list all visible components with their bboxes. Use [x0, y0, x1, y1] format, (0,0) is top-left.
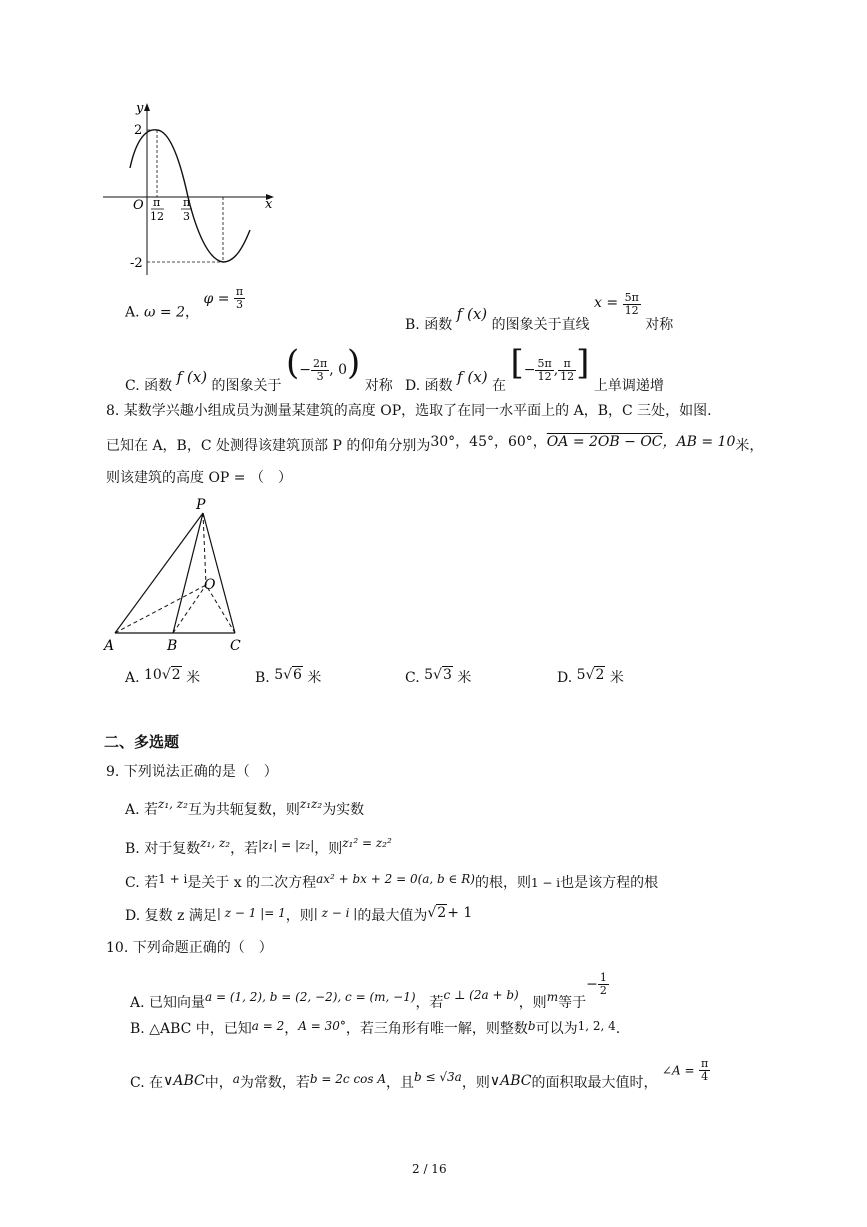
fig-label-a: A [104, 638, 115, 654]
fig-label-o: O [204, 577, 216, 593]
fig-label-c: C [230, 638, 241, 654]
q7-option-a: A. ω = 2， φ = $\frac{\pi}{3}$ [125, 285, 244, 321]
q8-line2: 已知在 A，B，C 处测得该建筑顶部 P 的仰角分别为30°，45°，60°，OA = 2OB − OC，AB = 10米， [106, 434, 764, 454]
page-number: 2 / 16 [412, 1162, 447, 1176]
fig-label-p: P [196, 497, 206, 513]
q8-line1: 8. 某数学兴趣小组成员为测量某建筑的高度 OP，选取了在同一水平面上的 A，B，C 三处，如图. [106, 403, 712, 419]
q10-option-a: A. 已知向量a = (1, 2), b = (2, −2), c = (m, −1)，若c ⊥ (2a + b)，则m等于− $\frac{1}{2}$ [130, 971, 607, 1011]
q10-stem: 10. 下列命题正确的（ ） [106, 940, 273, 956]
graph-y-max-label: 2 [134, 123, 143, 138]
q8-figure [100, 495, 260, 655]
q8-option-a: A. 10√2 米 [125, 667, 201, 686]
graph-tick2-den: 3 [183, 210, 190, 223]
section-heading: 二、多选题 [104, 733, 180, 751]
q9-option-a: A. 若z₁, z₂互为共轭复数，则z₁z₂为实数 [125, 797, 365, 818]
graph-tick2-num: π [183, 196, 191, 209]
sine-graph [100, 100, 280, 280]
q7-option-d: D. 函数 f (x) 在 [− $\frac{5\pi}{12}$ , $\frac{\pi}{12}$ ] 上单调递增 [405, 343, 664, 394]
q9-option-c: C. 若1 + i是关于 x 的二次方程ax² + bx + 2 = 0(a, b ∈ R)的根，则1 − i也是该方程的根 [125, 872, 659, 891]
q8-option-d: D. 5√2 米 [557, 667, 624, 686]
q10-option-c: C. 在∨ABC中，a为常数，若b = 2c cos A，且b ≤ √3a，则∨ABC的面积取最大值时， ∠A = $\frac{\pi}{4}$ [130, 1057, 709, 1091]
q7-option-c: C. 函数 f (x) 的图象关于 (− $\frac{2\pi}{3}$ , 0) 对称 [125, 343, 393, 394]
q8-option-b: B. 5√6 米 [255, 667, 322, 686]
q8-line3: 则该建筑的高度 OP = （ ） [106, 470, 292, 486]
graph-y-label: y [136, 101, 144, 116]
graph-tick1-num: π [153, 196, 161, 209]
q9-option-d: D. 复数 z 满足| z − 1 |= 1，则| z − i |的最大值为√2+ 1 [125, 905, 473, 924]
q7-option-b: B. 函数 f (x) 的图象关于直线 x = $\frac{5\pi}{12}$ 对称 [405, 291, 674, 333]
fig-label-b: B [167, 638, 178, 654]
graph-origin-label: O [133, 198, 144, 213]
q10-option-b: B. △ABC 中，已知a = 2，A = 30°，若三角形有唯一解，则整数b可以为1, 2, 4. [130, 1019, 621, 1037]
graph-y-min-label: -2 [130, 256, 143, 271]
q9-option-b: B. 对于复数z₁, z₂，若|z₁| = |z₂|，则z₁² = z₂² [125, 836, 392, 857]
q9-stem: 9. 下列说法正确的是（ ） [106, 764, 278, 780]
graph-x-label: x [265, 197, 273, 212]
q8-option-c: C. 5√3 米 [405, 667, 472, 686]
graph-tick1-den: 12 [150, 210, 164, 223]
